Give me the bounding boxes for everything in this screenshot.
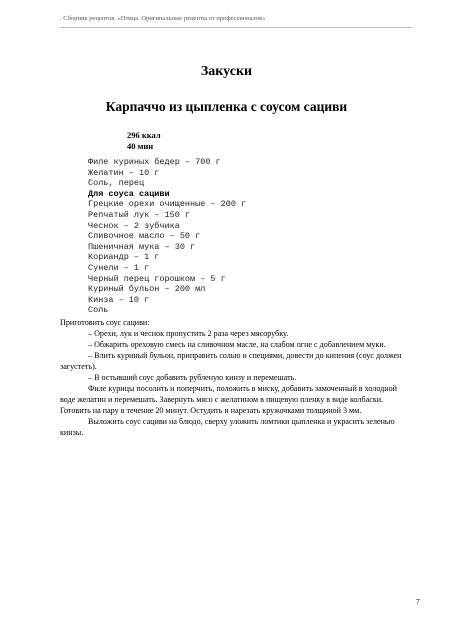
instruction-step: – Обжарить ореховую смесь на сливочном масле, на слабом огне с добавлением муки. — [88, 340, 386, 349]
ingredient-item: Кинза – 10 г — [88, 294, 150, 305]
ingredient-item: Желатин – 10 г — [88, 167, 160, 178]
section-title: Закуски — [200, 64, 253, 79]
ingredient-item: Чеснок – 2 зубчика — [88, 220, 180, 231]
calories: 296 ккал — [127, 130, 161, 140]
instruction-step: – Орехи, лук и чеснок пропустить 2 раза через мясорубку. — [88, 329, 289, 338]
ingredient-item: Пшеничная мука – 30 г — [88, 241, 196, 252]
ingredient-item: Соль, перец — [88, 178, 145, 189]
instruction-step: – В остывший соус добавить рубленую кинзу и перемешать. — [88, 373, 297, 382]
ingredient-item: Грецкие орехи очищенные – 200 г — [88, 199, 247, 210]
recipe-title: Карпаччо из цыпленка с соусом сациви — [105, 99, 348, 114]
instruction-step: – Влить куриный бульон, приправить солью и специями, довести до кипения (соус должен загустеть). — [60, 351, 402, 371]
running-header: . Сборник рецептов. «Птица. Оригинальные рецепты от профессионалов» — [60, 15, 266, 22]
page-number: 7 — [416, 597, 420, 606]
ingredient-item: Филе куриных бедер – 700 г — [88, 157, 221, 167]
recipe-meta — [127, 130, 161, 151]
ingredient-item: Соль — [88, 305, 109, 316]
ingredient-item: Черный перец горошком – 5 г — [88, 273, 226, 284]
ingredient-list — [88, 157, 246, 316]
instruction-paragraph: Филе курицы посолить и поперчить, положить в миску, добавить замоченный в холодной воде желатин и перемешать. Завернуть мясо с желатином в пищевую пленку в виде колбаски. Готовить на пару в течение 20 минут. Остудить и нарезать кружочками толщиной 3 мм. — [60, 384, 398, 415]
ingredient-item: Сунели – 1 г — [88, 262, 150, 273]
instruction-paragraph: Выложить соус сациви на блюдо, сверху уложить ломтики цыпленка и украсить зеленью кинзы. — [60, 417, 395, 437]
instruction-paragraph: Приготовить соус сациви: — [60, 318, 150, 327]
header-divider — [60, 27, 412, 28]
cooking-time: 40 мин — [127, 140, 154, 151]
ingredient-item: Репчатый лук – 150 г — [88, 209, 191, 220]
ingredient-item: Куриный бульон – 200 мл — [88, 284, 206, 295]
ingredient-item: Сливочное масло – 50 г — [88, 231, 201, 242]
ingredient-subheading: Для соуса сациви — [88, 188, 170, 199]
instructions — [60, 317, 412, 438]
ingredient-item: Кориандр – 1 г — [88, 252, 160, 263]
